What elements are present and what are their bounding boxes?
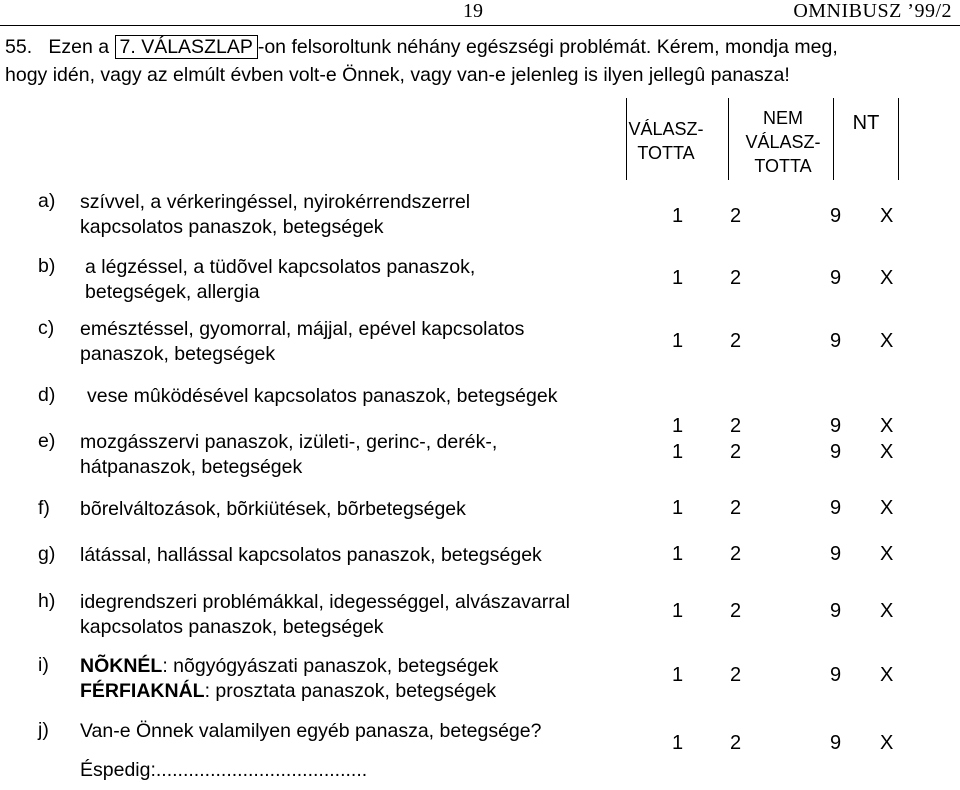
- answer-code[interactable]: 9: [830, 267, 842, 289]
- answer-code[interactable]: X: [880, 330, 894, 352]
- survey-title: OMNIBUSZ ’99/2: [793, 0, 952, 22]
- item-text-line: látással, hallással kapcsolatos panaszok, betegségek: [80, 544, 542, 566]
- item-text: [80, 497, 466, 522]
- answer-code[interactable]: 2: [730, 330, 742, 352]
- item-text-line: szívvel, a vérkeringéssel, nyirokérrendszerrel: [80, 191, 471, 213]
- answer-code[interactable]: 2: [730, 415, 742, 437]
- item-letter: a): [38, 190, 56, 212]
- column-header-valaszotta: VÁLASZ- TOTTA: [628, 119, 704, 163]
- item-text-line: Éspedig:.......................................: [80, 758, 368, 781]
- item-text: [80, 430, 497, 479]
- item-text-line: emésztéssel, gyomorral, májjal, epével kapcsolatos: [80, 318, 525, 340]
- answer-code[interactable]: 2: [730, 664, 742, 686]
- question-number: 55.: [5, 36, 33, 58]
- item-letter: b): [38, 255, 56, 277]
- item-letter: h): [38, 590, 56, 612]
- item-text-line: mozgásszervi panaszok, izületi-, gerinc-, derék-,: [80, 431, 498, 453]
- item-text-line: vese mûködésével kapcsolatos panaszok, betegségek: [87, 385, 558, 407]
- question-text-before: Ezen a: [48, 36, 110, 58]
- answer-code[interactable]: 1: [672, 497, 684, 519]
- question-line-1: [5, 36, 838, 59]
- answer-code[interactable]: 9: [830, 600, 842, 622]
- card-reference: 7. VÁLASZLAP: [115, 35, 258, 59]
- item-letter: g): [38, 543, 56, 565]
- item-text-line: Van-e Önnek valamilyen egyéb panasza, betegsége?: [80, 720, 542, 742]
- answer-code[interactable]: X: [880, 664, 894, 686]
- question-text-after: -on felsoroltunk néhány egészségi problémát. Kérem, mondja meg,: [257, 36, 838, 58]
- page-number: 19: [463, 0, 483, 22]
- item-letter: d): [38, 384, 56, 406]
- answer-code[interactable]: X: [880, 600, 894, 622]
- answer-codes: [672, 415, 942, 438]
- answer-code[interactable]: X: [880, 441, 894, 463]
- answer-code[interactable]: 9: [830, 543, 842, 565]
- item-text-line: betegségek, allergia: [85, 280, 260, 303]
- answer-codes: [672, 330, 942, 353]
- answer-code[interactable]: 2: [730, 543, 742, 565]
- question-line-2: hogy idén, vagy az elmúlt évben volt-e Önnek, vagy van-e jelenleg is ilyen jellegû panasza!: [5, 64, 790, 86]
- item-letter: j): [38, 719, 49, 741]
- item-text-line: : nõgyógyászati panaszok, betegségek: [162, 655, 499, 677]
- item-text-line: kapcsolatos panaszok, betegségek: [80, 215, 384, 238]
- item-letter: c): [38, 317, 55, 339]
- answer-codes: [672, 543, 942, 566]
- answer-code[interactable]: X: [880, 205, 894, 227]
- answer-code[interactable]: 9: [830, 415, 842, 437]
- item-text-line: panaszok, betegségek: [80, 342, 276, 365]
- answer-code[interactable]: 1: [672, 732, 684, 754]
- answer-code[interactable]: 1: [672, 205, 684, 227]
- item-text: [80, 590, 570, 639]
- item-text: [80, 543, 542, 568]
- item-letter: i): [38, 654, 49, 676]
- item-text: [80, 190, 470, 239]
- answer-code[interactable]: 2: [730, 267, 742, 289]
- column-header-nem-valaszotta: NEM VÁLASZ- TOTTA: [745, 108, 821, 176]
- answer-code[interactable]: 2: [730, 732, 742, 754]
- item-text: [80, 654, 498, 703]
- answer-code[interactable]: X: [880, 415, 894, 437]
- item-text: [85, 255, 475, 304]
- answer-codes: [672, 732, 942, 755]
- item-text: [87, 384, 557, 409]
- column-divider: [898, 98, 899, 180]
- item-letter: f): [38, 497, 50, 519]
- item-text-line: a légzéssel, a tüdõvel kapcsolatos panaszok,: [85, 256, 476, 278]
- answer-code[interactable]: 9: [830, 732, 842, 754]
- item-text: [80, 719, 541, 782]
- answer-codes: [672, 441, 942, 464]
- answer-codes: [672, 205, 942, 228]
- item-emphasis: NÕKNÉL: [80, 655, 163, 677]
- answer-code[interactable]: 2: [730, 600, 742, 622]
- answer-code[interactable]: 1: [672, 441, 684, 463]
- answer-codes: [672, 497, 942, 520]
- item-text-line: kapcsolatos panaszok, betegségek: [80, 615, 384, 638]
- item-emphasis: FÉRFIAKNÁL: [80, 679, 205, 702]
- item-text-line: : prosztata panaszok, betegségek: [204, 679, 497, 702]
- answer-codes: [672, 600, 942, 623]
- answer-code[interactable]: 2: [730, 205, 742, 227]
- answer-code[interactable]: 9: [830, 330, 842, 352]
- answer-code[interactable]: 2: [730, 497, 742, 519]
- answer-code[interactable]: 9: [830, 664, 842, 686]
- answer-code[interactable]: 1: [672, 600, 684, 622]
- answer-codes: [672, 267, 942, 290]
- answer-code[interactable]: X: [880, 267, 894, 289]
- answer-code[interactable]: 1: [672, 267, 684, 289]
- answer-code[interactable]: X: [880, 497, 894, 519]
- item-letter: e): [38, 430, 56, 452]
- answer-code[interactable]: 9: [830, 441, 842, 463]
- answer-code[interactable]: 1: [672, 415, 684, 437]
- item-text-line: hátpanaszok, betegségek: [80, 455, 303, 478]
- item-text: [80, 317, 524, 366]
- answer-code[interactable]: X: [880, 543, 894, 565]
- answer-code[interactable]: 9: [830, 205, 842, 227]
- item-text-line: bõrelváltozások, bõrkiütések, bõrbetegségek: [80, 498, 466, 520]
- answer-code[interactable]: X: [880, 732, 894, 754]
- answer-code[interactable]: 1: [672, 543, 684, 565]
- answer-codes: [672, 664, 942, 687]
- answer-code[interactable]: 1: [672, 664, 684, 686]
- answer-code[interactable]: 2: [730, 441, 742, 463]
- item-text-line: idegrendszeri problémákkal, idegességgel, alvászavarral: [80, 591, 570, 613]
- answer-code[interactable]: 1: [672, 330, 684, 352]
- column-header-nt: NT: [852, 112, 880, 134]
- header-rule: [0, 25, 960, 26]
- answer-code[interactable]: 9: [830, 497, 842, 519]
